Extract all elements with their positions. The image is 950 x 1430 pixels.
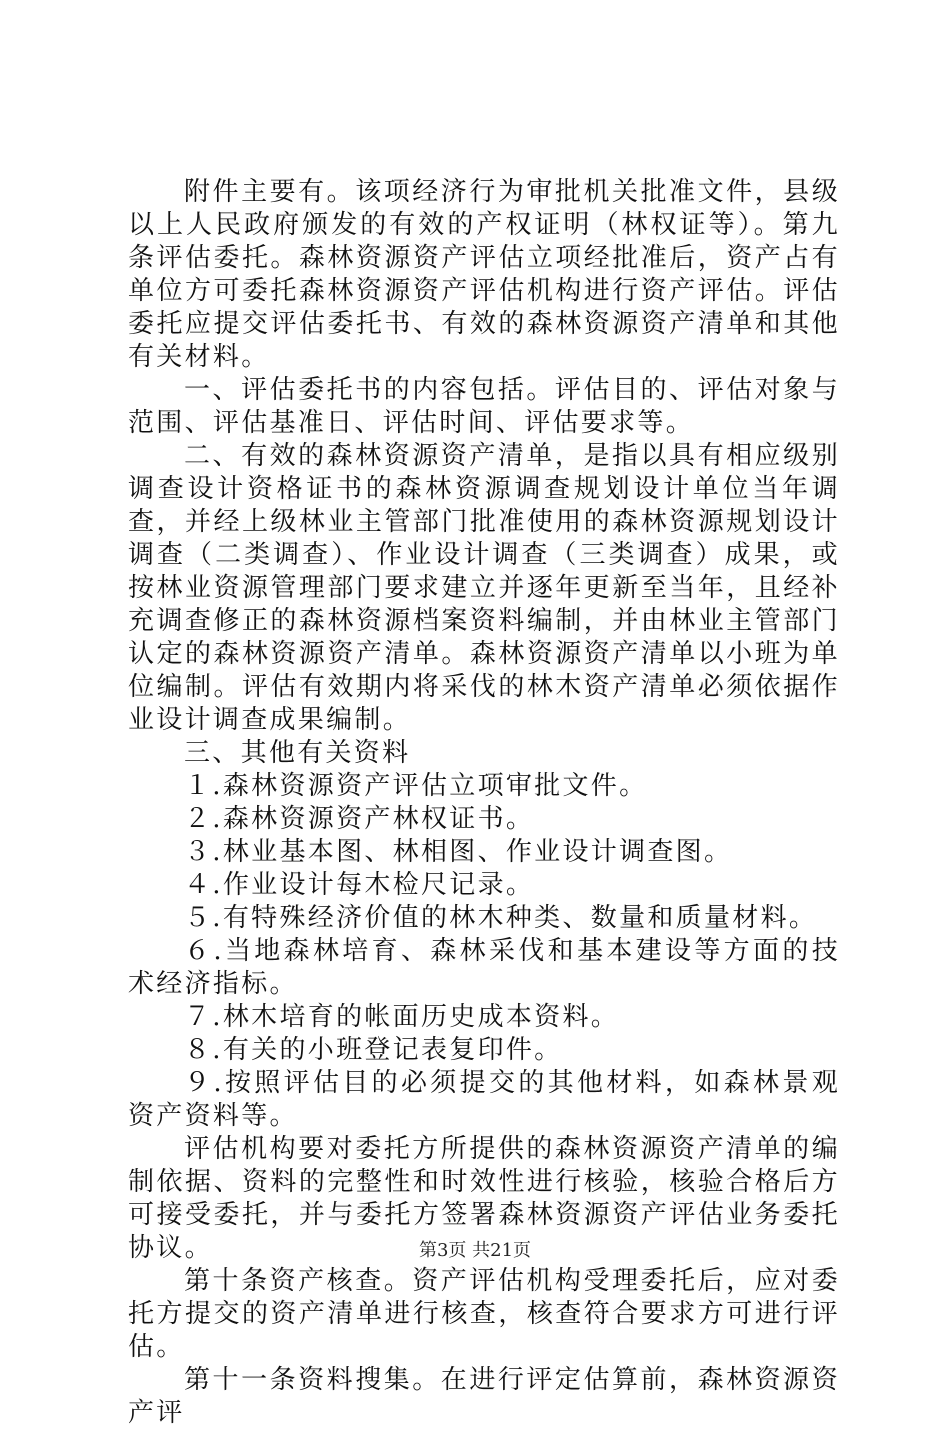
list-item-6: ６.当地森林培育、森林采伐和基本建设等方面的技术经济指标。 (128, 936, 840, 999)
list-item-8: ８.有关的小班登记表复印件。 (184, 1035, 563, 1065)
page-number-footer: 第3页 共21页 (418, 1240, 532, 1261)
list-item-4: ４.作业设计每木检尺记录。 (184, 870, 535, 900)
list-item-3: ３.林业基本图、林相图、作业设计调查图。 (184, 837, 733, 867)
list-item-5: ５.有特殊经济价值的林木种类、数量和质量材料。 (184, 903, 818, 933)
list-item-7: ７.林木培育的帐面历史成本资料。 (184, 1002, 620, 1032)
paragraph-attachments: 附件主要有。该项经济行为审批机关批准文件，县级以上人民政府颁发的有效的产权证明（林权证等）。第九条评估委托。森林资源资产评估立项经批准后，资产占有单位方可委托森林资源资产评估机构进行资产评估。评估委托应提交评估委托书、有效的森林资源资产清单和其他有关材料。 (128, 177, 840, 372)
paragraph-item-one: 一、评估委托书的内容包括。评估目的、评估对象与范围、评估基准日、评估时间、评估要求等。 (128, 375, 840, 438)
paragraph-article-10: 第十条资产核查。资产评估机构受理委托后，应对委托方提交的资产清单进行核查，核查符合要求方可进行评估。 (128, 1266, 840, 1362)
list-item-2: ２.森林资源资产林权证书。 (184, 804, 535, 834)
paragraph-item-two: 二、有效的森林资源资产清单，是指以具有相应级别调查设计资格证书的森林资源调查规划设计单位当年调查，并经上级林业主管部门批准使用的森林资源规划设计调查（二类调查）、作业设计调查（三类调查）成果，或按林业资源管理部门要求建立并逐年更新至当年，且经补充调查修正的森林资源档案资料编制，并由林业主管部门认定的森林资源资产清单。森林资源资产清单以小班为单位编制。评估有效期内将采伐的林木资产清单必须依据作业设计调查成果编制。 (128, 441, 840, 735)
paragraph-verification: 评估机构要对委托方所提供的森林资源资产清单的编制依据、资料的完整性和时效性进行核验，核验合格后方可接受委托，并与委托方签署森林资源资产评估业务委托协议。 (128, 1134, 840, 1263)
paragraph-article-11: 第十一条资料搜集。在进行评定估算前，森林资源资产评 (128, 1365, 840, 1428)
paragraph-item-three: 三、其他有关资料 (184, 738, 411, 768)
list-item-1: １.森林资源资产评估立项审批文件。 (184, 771, 648, 801)
list-item-9: ９.按照评估目的必须提交的其他材料，如森林景观资产资料等。 (128, 1068, 840, 1131)
